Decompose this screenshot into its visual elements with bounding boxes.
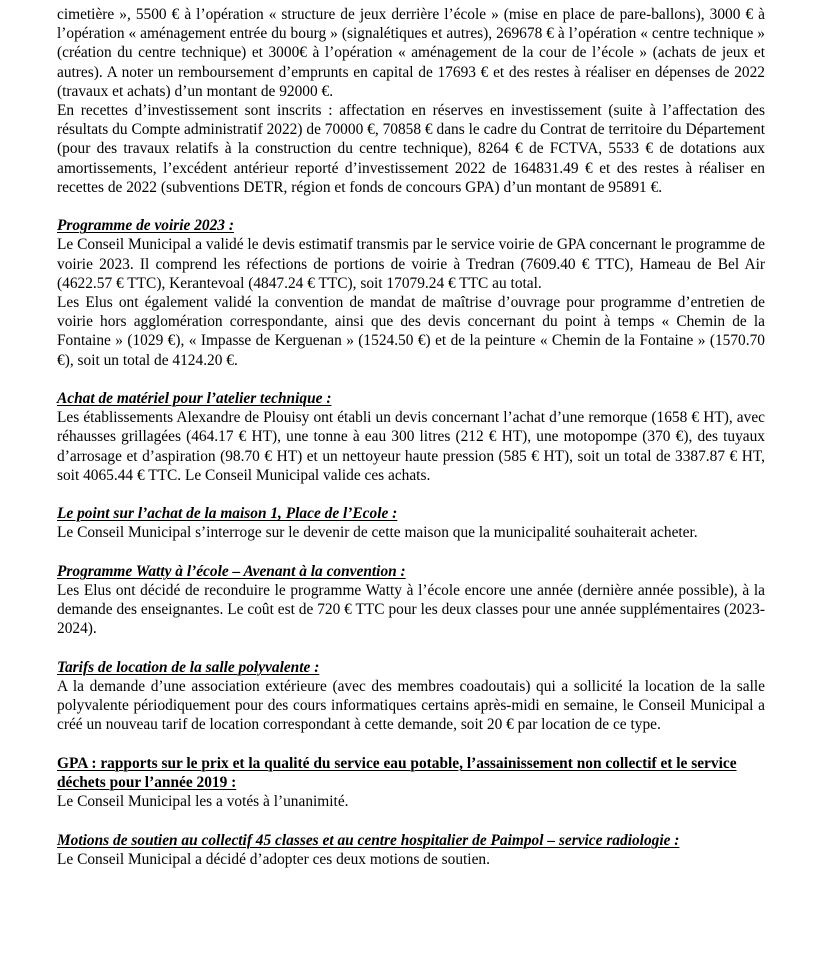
spacer — [57, 485, 765, 504]
spacer — [57, 811, 765, 830]
heading-gpa: GPA : rapports sur le prix et la qualité du service eau potable, l’assainissement non collectif et le service déchets pour l’année 2019 : — [57, 754, 737, 792]
motions-paragraph: Le Conseil Municipal a décidé d’adopter ces deux motions de soutien. — [57, 850, 490, 868]
document-page — [57, 5, 765, 869]
spacer — [57, 639, 765, 658]
spacer — [57, 735, 765, 754]
heading-maison: Le point sur l’achat de la maison 1, Place de l’Ecole : — [57, 505, 398, 523]
gpa-paragraph: Le Conseil Municipal les a votés à l’unanimité. — [57, 793, 349, 811]
materiel-paragraph: Les établissements Alexandre de Plouisy ont établi un devis concernant l’achat d’une remorque (1658 € HT), avec réhausses grillagées (464.17 € HT), une tonne à eau 300 litres (212 € HT), une motopompe (370 €), des tuyaux d’arrosage et d’aspiration (98.70 € HT) et un nettoyeur haute pression (585 € HT), soit un total de 3387.87 € HT, soit 4065.44 € TTC. Le Conseil Municipal valide ces achats. — [57, 409, 765, 484]
intro-paragraph-depenses: cimetière », 5500 € à l’opération « structure de jeux derrière l’école » (mise en place de pare-ballons), 3000 € à l’opération « aménagement entrée du bourg » (signalétiques et autres), 269678 € à l’opération « centre technique » (création du centre technique) et 3000€ à l’opération « aménagement de la cour de l’école » (achats de jeux et autres). A noter un remboursement d’emprunts en capital de 17693 € et des restes à réaliser en dépenses de 2022 (travaux et achats) d’un montant de 92000 €. — [57, 6, 765, 100]
spacer — [57, 197, 765, 216]
spacer — [57, 543, 765, 562]
spacer — [57, 370, 765, 389]
heading-watty: Programme Watty à l’école – Avenant à la convention : — [57, 562, 406, 580]
heading-voirie: Programme de voirie 2023 : — [57, 217, 234, 235]
watty-paragraph: Les Elus ont décidé de reconduire le programme Watty à l’école encore une année (dernière année possible), à la demande des enseignantes. Le coût est de 720 € TTC pour les deux classes pour une année supplémentaires (2023-2024). — [57, 582, 765, 638]
voirie-paragraph-1: Le Conseil Municipal a validé le devis estimatif transmis par le service voirie de GPA concernant le programme de voirie 2023. Il comprend les réfections de portions de voirie à Tredran (7609.40 € TTC), Hameau de Bel Air (4622.57 € TTC), Kerantevoal (4847.24 € TTC), soit 17079.24 € TTC au total. — [57, 236, 765, 292]
heading-tarifs: Tarifs de location de la salle polyvalente : — [57, 658, 320, 676]
heading-materiel: Achat de matériel pour l’atelier technique : — [57, 390, 332, 408]
heading-motions: Motions de soutien au collectif 45 classes et au centre hospitalier de Paimpol – service radiologie : — [57, 831, 680, 849]
maison-paragraph: Le Conseil Municipal s’interroge sur le devenir de cette maison que la municipalité souhaiterait acheter. — [57, 524, 698, 542]
voirie-paragraph-2: Les Elus ont également validé la convention de mandat de maîtrise d’ouvrage pour programme d’entretien de voirie hors agglomération correspondante, ainsi que des devis concernant du point à temps « Chemin de la Fontaine » (1029 €), « Impasse de Kerguenan » (1524.50 €) et de la peinture « Chemin de la Fontaine » (1570.70 €), soit un total de 4124.20 €. — [57, 294, 765, 369]
tarifs-paragraph: A la demande d’une association extérieure (avec des membres coadoutais) qui a sollicité la location de la salle polyvalente périodiquement pour des cours informatiques certains après-midi en semaine, le Conseil Municipal a créé un nouveau tarif de location correspondant à cette demande, soit 20 € par location de ce type. — [57, 678, 765, 734]
intro-paragraph-recettes: En recettes d’investissement sont inscrits : affectation en réserves en investissement (suite à l’affectation des résultats du Compte administratif 2022) de 70000 €, 70858 € dans le cadre du Contrat de territoire du Département (pour des travaux relatifs à la construction du centre technique), 8264 € de FCTVA, 5533 € de dotations aux amortissements, l’excédent antérieur reporté d’investissement 2022 de 164831.49 € et des restes à réaliser en recettes de 2022 (subventions DETR, région et fonds de concours GPA) d’un montant de 95891 €. — [57, 102, 765, 196]
